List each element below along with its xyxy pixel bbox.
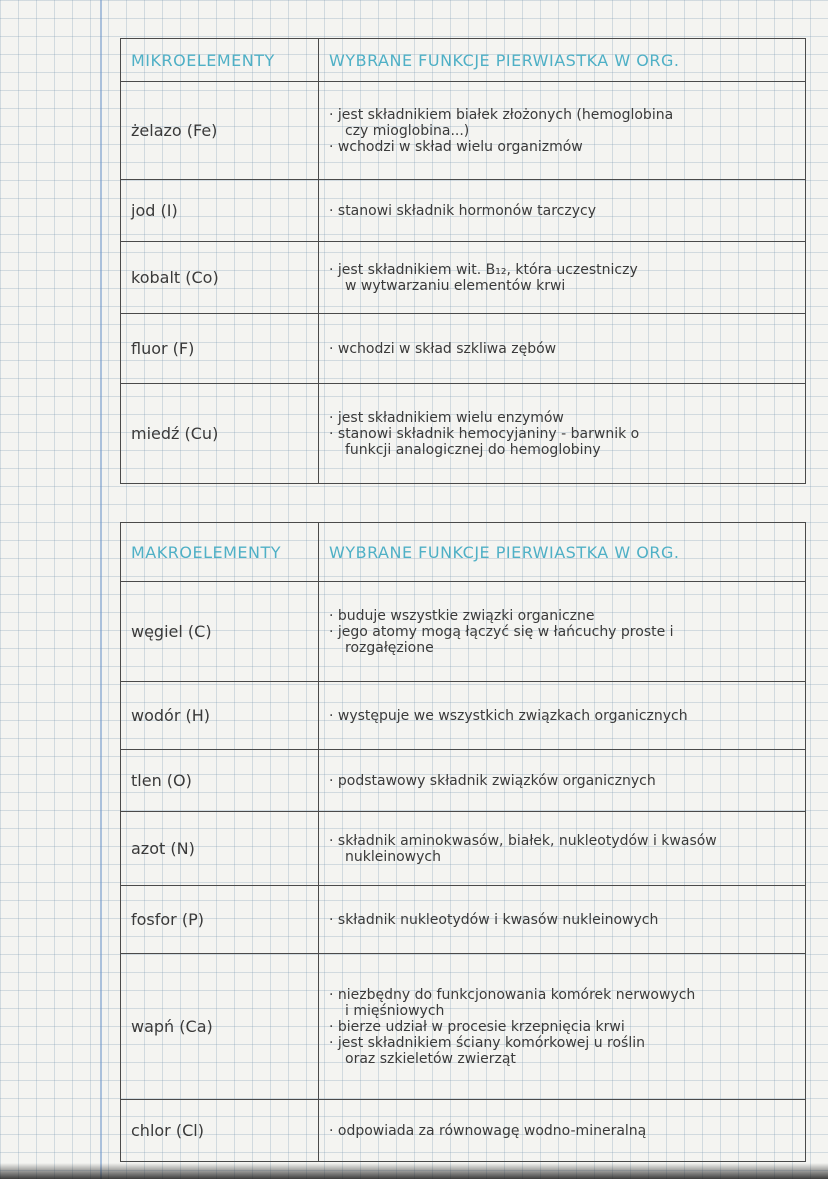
page-bottom-edge (0, 1163, 828, 1179)
function-line: · wchodzi w skład wielu organizmów (329, 138, 583, 155)
function-line: · jest składnikiem białek złożonych (hemoglobina (329, 106, 674, 123)
element-name: żelazo (Fe) (121, 82, 319, 180)
function-line: · jest składnikiem ściany komórkowej u roślin (329, 1034, 646, 1051)
function-line: · składnik nukleotydów i kwasów nukleinowych (329, 911, 659, 928)
table-row (121, 1100, 806, 1162)
function-line: i mięśniowych (345, 1002, 445, 1019)
table-row (121, 82, 806, 180)
element-functions (319, 242, 806, 314)
microelements-header-functions: WYBRANE FUNKCJE PIERWIASTKA W ORG. (319, 39, 806, 82)
element-name: chlor (Cl) (121, 1100, 319, 1162)
element-name: fluor (F) (121, 314, 319, 384)
function-line: · podstawowy składnik związków organicznych (329, 772, 656, 789)
function-line: · buduje wszystkie związki organiczne (329, 607, 595, 624)
function-line: · występuje we wszystkich związkach organicznych (329, 707, 688, 724)
table-row (121, 242, 806, 314)
element-functions (319, 82, 806, 180)
table-row (121, 582, 806, 682)
element-name: wodór (H) (121, 682, 319, 750)
table-row (121, 180, 806, 242)
microelements-header-row (121, 39, 806, 82)
macroelements-header-functions: WYBRANE FUNKCJE PIERWIASTKA W ORG. (319, 523, 806, 582)
function-line: · bierze udział w procesie krzepnięcia krwi (329, 1018, 625, 1035)
element-functions (319, 1100, 806, 1162)
table-row (121, 954, 806, 1100)
element-name: węgiel (C) (121, 582, 319, 682)
function-line: · składnik aminokwasów, białek, nukleotydów i kwasów (329, 832, 717, 849)
element-functions (319, 384, 806, 484)
element-name: miedź (Cu) (121, 384, 319, 484)
element-functions (319, 886, 806, 954)
macroelements-table (120, 522, 806, 1162)
function-line: · stanowi składnik hemocyjaniny - barwnik o (329, 425, 640, 442)
element-functions (319, 314, 806, 384)
element-functions (319, 682, 806, 750)
element-functions (319, 954, 806, 1100)
element-name: jod (I) (121, 180, 319, 242)
macroelements-header-row (121, 523, 806, 582)
function-line: · stanowi składnik hormonów tarczycy (329, 202, 596, 219)
function-line: nukleinowych (345, 848, 441, 865)
function-line: · wchodzi w skład szkliwa zębów (329, 340, 557, 357)
element-name: tlen (O) (121, 750, 319, 812)
notebook-margin-line (100, 0, 102, 1179)
function-line: · jest składnikiem wielu enzymów (329, 409, 564, 426)
table-row (121, 682, 806, 750)
microelements-header-title: MIKROELEMENTY (121, 39, 319, 82)
element-functions (319, 750, 806, 812)
macroelements-header-title: MAKROELEMENTY (121, 523, 319, 582)
function-line: · jest składnikiem wit. B₁₂, która uczestniczy (329, 261, 638, 278)
element-functions (319, 812, 806, 886)
table-row (121, 812, 806, 886)
table-row (121, 886, 806, 954)
table-row (121, 750, 806, 812)
element-name: fosfor (P) (121, 886, 319, 954)
table-row (121, 314, 806, 384)
function-line: funkcji analogicznej do hemoglobiny (345, 441, 601, 458)
function-line: · jego atomy mogą łączyć się w łańcuchy proste i (329, 623, 674, 640)
function-line: · odpowiada za równowagę wodno-mineralną (329, 1122, 647, 1139)
microelements-table (120, 38, 806, 484)
element-functions (319, 180, 806, 242)
element-name: azot (N) (121, 812, 319, 886)
element-name: kobalt (Co) (121, 242, 319, 314)
table-row (121, 384, 806, 484)
function-line: czy mioglobina...) (345, 122, 470, 139)
function-line: oraz szkieletów zwierząt (345, 1050, 516, 1067)
function-line: w wytwarzaniu elementów krwi (345, 277, 566, 294)
function-line: · niezbędny do funkcjonowania komórek nerwowych (329, 986, 696, 1003)
function-line: rozgałęzione (345, 639, 434, 656)
element-name: wapń (Ca) (121, 954, 319, 1100)
element-functions (319, 582, 806, 682)
